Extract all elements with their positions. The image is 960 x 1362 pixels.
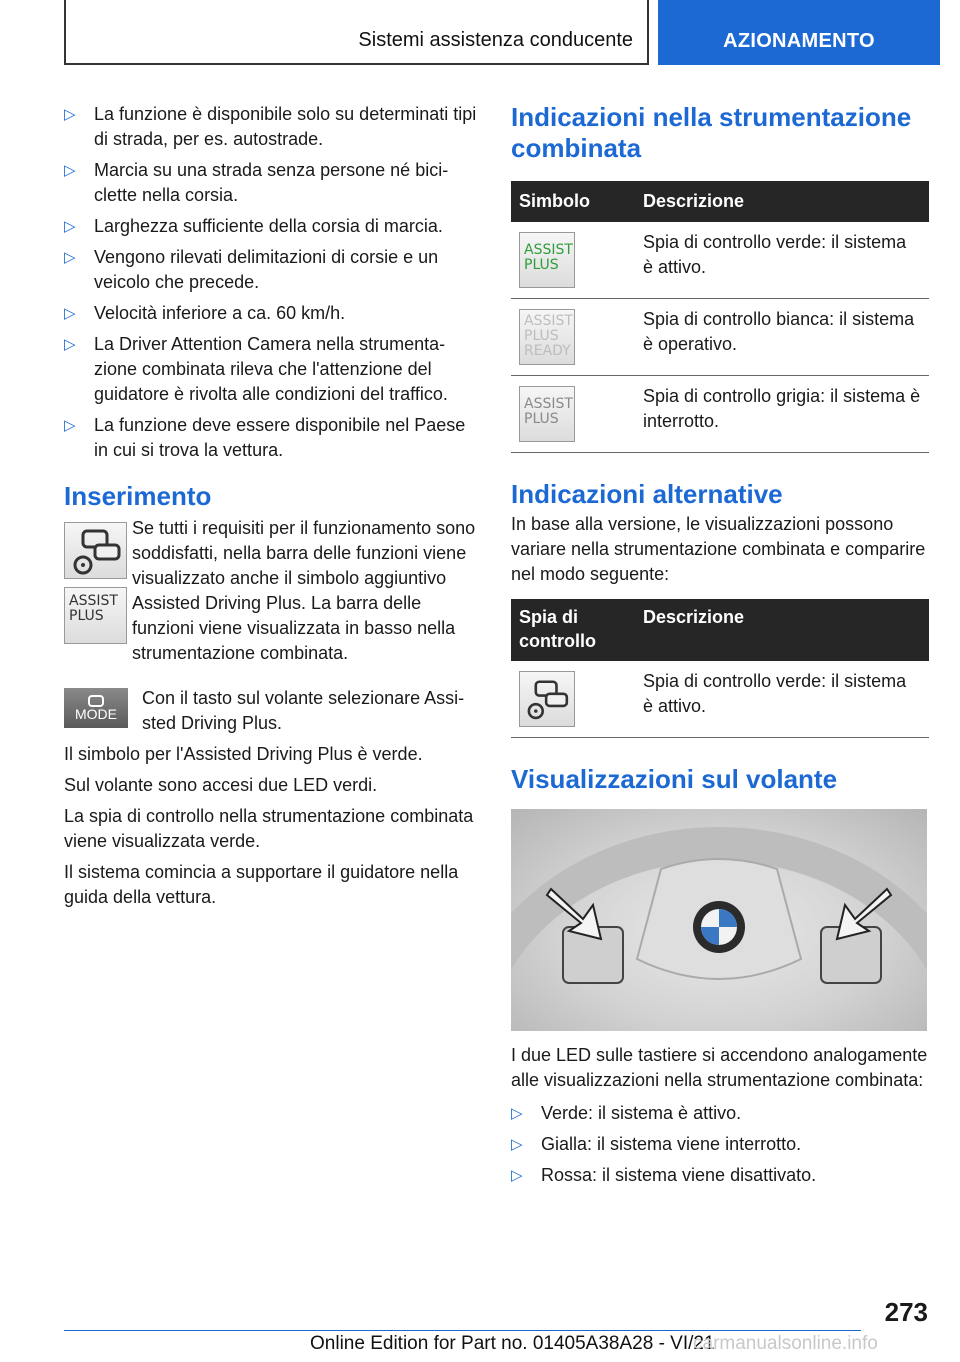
triangle-bullet-icon: ▷ — [511, 1167, 523, 1184]
lane-assist-icon — [519, 671, 575, 727]
right-column — [511, 102, 929, 1194]
table-row — [511, 299, 929, 376]
assist-plus-grey-icon: ASSIST PLUS — [519, 386, 575, 442]
wheel-led-list — [511, 1101, 929, 1188]
list-item: ▷ Vengono rilevati delimitazioni di corsie e un veicolo che precede. — [64, 247, 439, 292]
assist-plus-ready-white-icon: ASSIST PLUS READY — [519, 309, 575, 365]
header-chapter-title: AZIONAMENTO — [723, 30, 875, 52]
footer-divider — [64, 1330, 861, 1331]
header-section-tab — [64, 0, 649, 65]
list-item: ▷ Rossa: il sistema viene disattivato. — [511, 1163, 929, 1188]
list-item: ▷ Larghezza sufficiente della corsia di marcia. — [64, 214, 479, 239]
footer-edition: Online Edition for Part no. 01405A38A28 - VI/21 — [310, 1333, 715, 1354]
triangle-bullet-icon: ▷ — [511, 1136, 523, 1153]
column-header-description: Descrizione — [643, 607, 745, 627]
left-column — [64, 102, 479, 916]
assist-plus-green-icon: ASSIST PLUS — [519, 232, 575, 288]
table-row — [511, 661, 929, 738]
triangle-bullet-icon: ▷ — [64, 249, 76, 266]
lane-assist-icon — [64, 522, 127, 579]
paragraph: Sul volante sono accesi due LED verdi. — [64, 775, 378, 795]
alternative-table — [511, 599, 929, 738]
triangle-bullet-icon: ▷ — [64, 417, 76, 434]
footer-watermark: carmanualsonline.info — [693, 1333, 878, 1354]
requirements-list — [64, 102, 479, 463]
row-description: Spia di controllo verde: il sistema è attivo. — [643, 232, 907, 277]
table-header — [511, 181, 929, 222]
paragraph: Il sistema comincia a supportare il guidatore nella guida della vettura. — [64, 862, 459, 907]
list-item: ▷ Gialla: il sistema viene interrotto. — [511, 1132, 929, 1157]
insert-text: Se tutti i requisiti per il funzionamento sono soddisfatti, nella barra delle funzioni viene visualizzato anche il simbolo aggiuntivo Assisted Driving Plus. La barra delle funzioni viene visualizzata in basso nella strumentazione combinata. — [132, 518, 476, 663]
steering-wheel-image — [511, 809, 927, 1031]
page-number: 273 — [884, 1297, 928, 1327]
list-item: ▷ Marcia su una strada senza persone né biciclette nella corsia. — [64, 160, 449, 205]
row-description: Spia di controllo bianca: il sistema è operativo. — [643, 309, 915, 354]
header-chapter-tab — [658, 0, 940, 65]
paragraph: La spia di controllo nella strumentazione combinata viene visualizzata verde. — [64, 806, 474, 851]
symbol-table — [511, 181, 929, 453]
list-item: ▷ Verde: il sistema è attivo. — [511, 1101, 929, 1126]
list-item: ▷ La funzione è disponibile solo su determinati tipi di strada, per es. autostrade. — [64, 104, 477, 149]
triangle-bullet-icon: ▷ — [64, 162, 76, 179]
list-item: ▷ Velocità inferiore a ca. 60 km/h. — [64, 301, 479, 326]
indicators-heading: Indicazioni nella strumentazione combinata — [511, 102, 912, 163]
mode-text: Con il tasto sul volante selezionare Assisted Driving Plus. — [142, 688, 465, 733]
triangle-bullet-icon: ▷ — [64, 218, 76, 235]
table-row — [511, 376, 929, 453]
mode-block — [64, 686, 479, 742]
triangle-bullet-icon: ▷ — [511, 1105, 523, 1122]
alternative-text: In base alla versione, le visualizzazioni possono variare nella strumentazione combinata e comparire nel modo seguente: — [511, 514, 926, 584]
list-item: ▷ La Driver Attention Camera nella strumentazione combinata rileva che l'attenzione del guidatore è rivolta alle condizioni del traffico. — [64, 334, 448, 404]
insert-block — [64, 518, 479, 672]
list-item: ▷ La funzione deve essere disponibile nel Paese in cui si trova la vettura. — [64, 415, 466, 460]
table-header — [511, 599, 929, 661]
triangle-bullet-icon: ▷ — [64, 336, 76, 353]
assist-plus-icon: ASSIST PLUS — [64, 587, 127, 644]
alternative-heading: Indicazioni alternative — [511, 479, 783, 509]
triangle-bullet-icon: ▷ — [64, 106, 76, 123]
triangle-bullet-icon: ▷ — [64, 305, 76, 322]
mode-button-icon: MODE — [64, 688, 128, 728]
wheel-heading: Visualizzazioni sul volante — [511, 764, 838, 794]
row-description: Spia di controllo verde: il sistema è attivo. — [643, 671, 907, 716]
header-section-title: Sistemi assistenza conducente — [358, 29, 633, 51]
column-header-symbol: Simbolo — [519, 191, 590, 211]
table-row — [511, 222, 929, 299]
paragraph: Il simbolo per l'Assisted Driving Plus è verde. — [64, 744, 423, 764]
row-description: Spia di controllo grigia: il sistema è interrotto. — [643, 386, 921, 431]
insert-heading: Inserimento — [64, 481, 212, 511]
wheel-text: I due LED sulle tastiere si accendono analogamente alle visualizzazioni nella strumentazione combinata: — [511, 1045, 928, 1090]
column-header-description: Descrizione — [643, 191, 745, 211]
column-header-indicator: Spia di controllo — [519, 607, 596, 651]
